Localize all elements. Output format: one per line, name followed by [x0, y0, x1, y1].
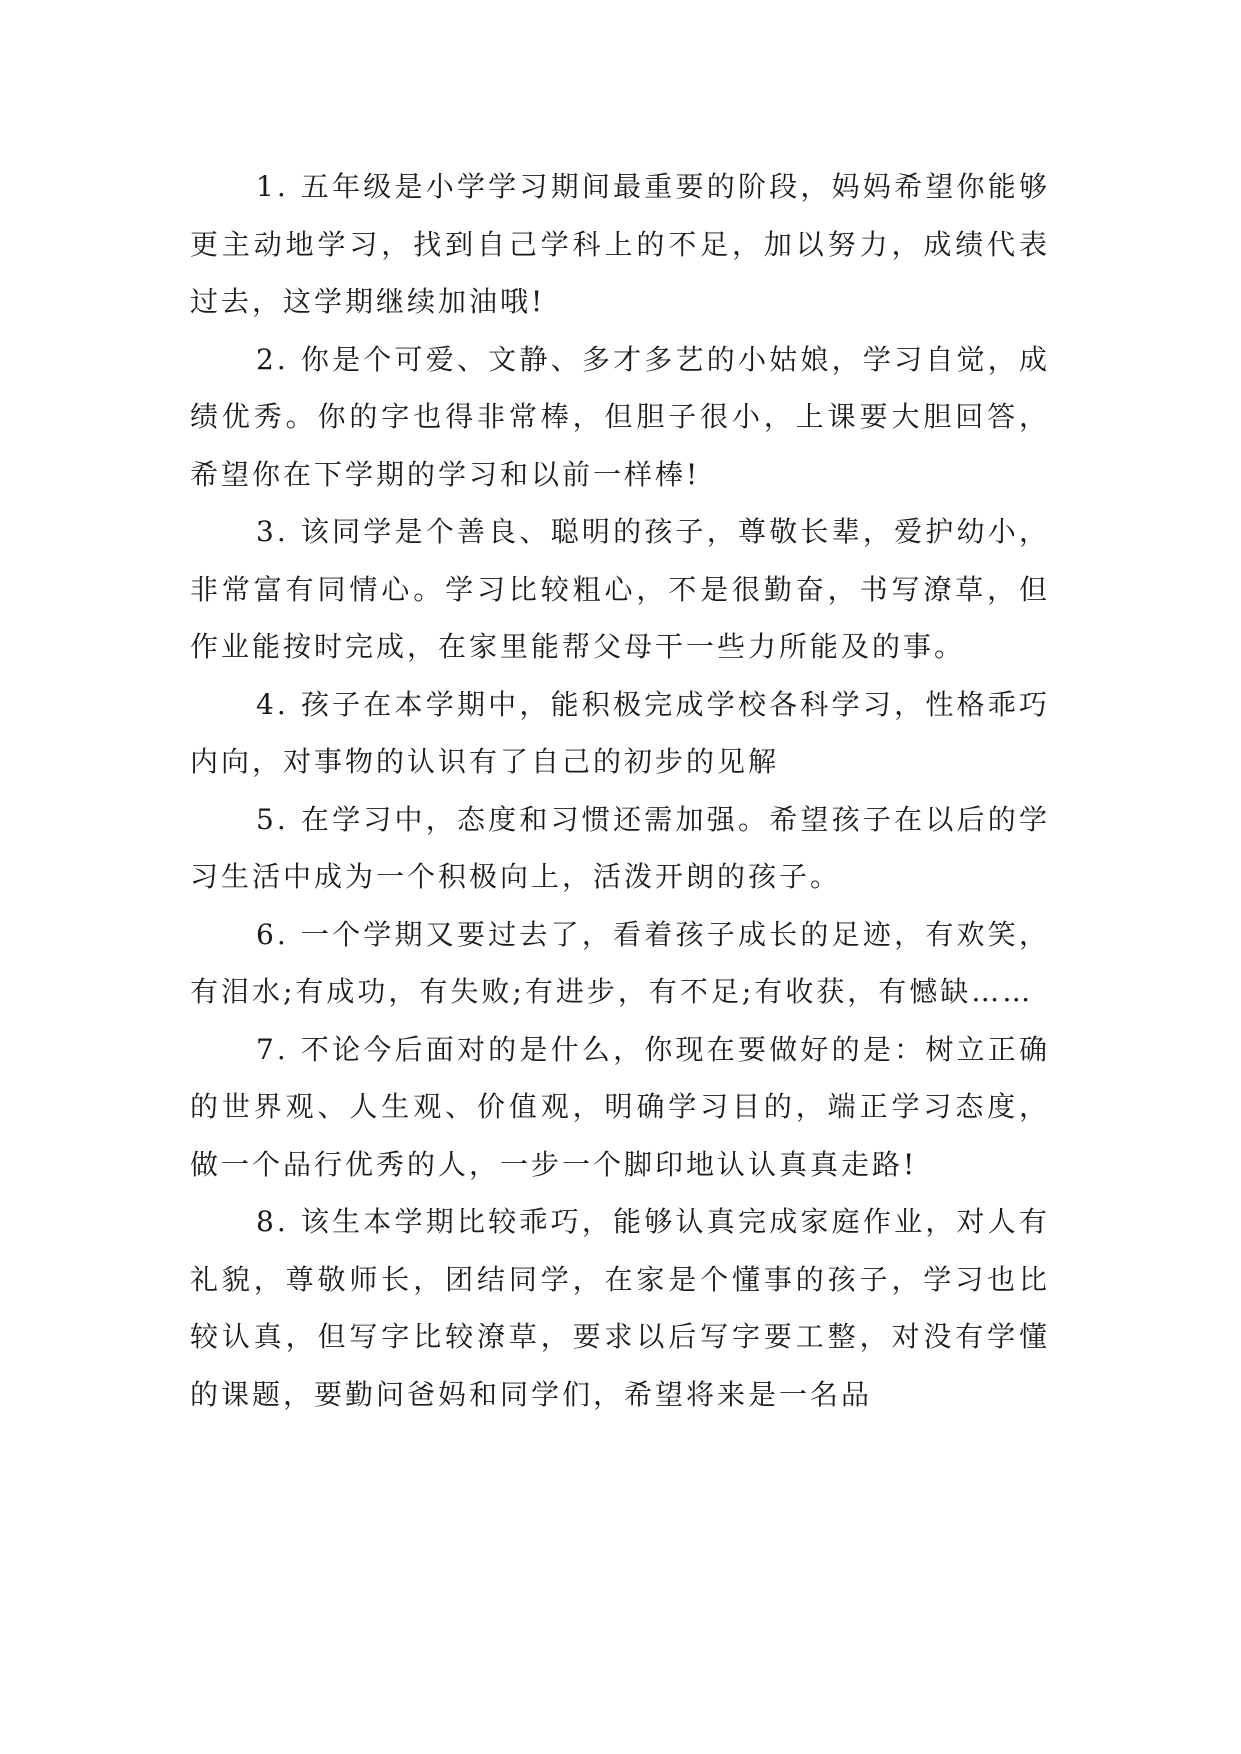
paragraph-3: 3. 该同学是个善良、聪明的孩子，尊敬长辈，爱护幼小，非常富有同情心。学习比较粗心，不是很勤奋，书写潦草，但作业能按时完成，在家里能帮父母干一些力所能及的事。 [190, 515, 1050, 663]
document-page [190, 158, 1050, 1423]
paragraph-7: 7. 不论今后面对的是什么，你现在要做好的是：树立正确的世界观、人生观、价值观，明确学习目的，端正学习态度，做一个品行优秀的人，一步一个脚印地认认真真走路! [190, 1032, 1050, 1181]
paragraph-4: 4. 孩子在本学期中，能积极完成学校各科学习，性格乖巧内向，对事物的认识有了自己的初步的见解 [190, 687, 1050, 778]
paragraph-8: 8. 该生本学期比较乖巧，能够认真完成家庭作业，对人有礼貌，尊敬师长，团结同学，在家是个懂事的孩子，学习也比较认真，但写字比较潦草，要求以后写字要工整，对没有学懂的课题，要勤问爸妈和同学们，希望将来是一名品 [190, 1205, 1050, 1411]
paragraph-1: 1. 五年级是小学学习期间最重要的阶段，妈妈希望你能够更主动地学习，找到自己学科上的不足，加以努力，成绩代表过去，这学期继续加油哦! [190, 170, 1050, 318]
paragraph-5: 5. 在学习中，态度和习惯还需加强。希望孩子在以后的学习生活中成为一个积极向上，活泼开朗的孩子。 [190, 802, 1050, 893]
paragraph-2: 2. 你是个可爱、文静、多才多艺的小姑娘，学习自觉，成绩优秀。你的字也得非常棒，但胆子很小，上课要大胆回答，希望你在下学期的学习和以前一样棒! [190, 342, 1050, 491]
paragraph-6: 6. 一个学期又要过去了，看着孩子成长的足迹，有欢笑，有泪水;有成功，有失败;有进步，有不足;有收获，有憾缺…… [190, 917, 1050, 1008]
